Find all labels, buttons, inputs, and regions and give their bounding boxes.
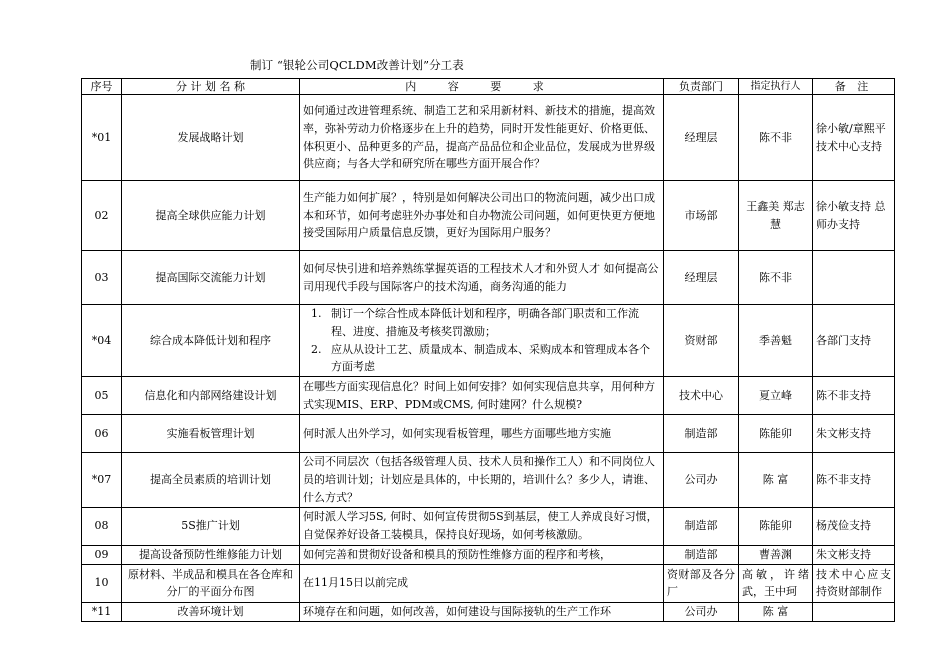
row-seq: 03 [82,251,122,305]
row-plan-name: 改善环境计划 [122,602,300,621]
row-department: 公司办 [664,602,739,621]
row-plan-name: 5S推广计划 [122,507,300,545]
row-content: 何时派人出外学习，如何实现看板管理，哪些方面哪些地方实施 [300,415,664,453]
row-seq: 08 [82,507,122,545]
row-content: 在11月15日以前完成 [300,564,664,602]
row-plan-name: 提高全员素质的培训计划 [122,453,300,507]
header-content: 内 容 要 求 [300,79,664,95]
table-row [82,305,895,377]
content-numbered-list [303,305,660,376]
row-notes: 技术中心应支持资财部制作 [813,564,895,602]
row-executor: 夏立峰 [739,377,813,415]
row-seq: *04 [82,305,122,377]
row-notes: 朱文彬支持 [813,545,895,564]
row-content: 生产能力如何扩展？，特别是如何解决公司出口的物流问题，减少出口成本和环节，如何考虑驻外办事处和自办物流公司问题，如何更快更方便地接受国际用户质量信息反馈，更好为国际用户服务？ [300,181,664,251]
row-notes: 徐小敏/章熙平 技术中心支持 [813,95,895,181]
row-notes: 杨茂俭支持 [813,507,895,545]
table-row [82,377,895,415]
row-seq: 05 [82,377,122,415]
assignment-table [81,78,895,622]
row-department: 技术中心 [664,377,739,415]
row-department: 资财部 [664,305,739,377]
row-plan-name: 综合成本降低计划和程序 [122,305,300,377]
row-department: 经理层 [664,251,739,305]
table-row [82,507,895,545]
row-plan-name: 发展战略计划 [122,95,300,181]
table-row [82,602,895,621]
table-row [82,415,895,453]
table-row [82,181,895,251]
row-executor: 陈 富 [739,453,813,507]
table-row [82,564,895,602]
row-executor: 陈不非 [739,251,813,305]
row-content: 环境存在和问题，如何改善，如何建设与国际接轨的生产工作环 [300,602,664,621]
header-executor: 指定执行人 [739,79,813,95]
row-plan-name: 提高设备预防性维修能力计划 [122,545,300,564]
row-content [300,305,664,377]
row-content: 如何通过改进管理系统、制造工艺和采用新材料、新技术的措施，提高效率，弥补劳动力价格逐步在上升的趋势，同时开发性能更好、价格更低、体积更小、品种更多的产品，提高产品品位和企业品位，发展成为世界级供应商；与各大学和研究所在哪些方面开展合作？ [300,95,664,181]
row-department: 制造部 [664,507,739,545]
row-executor: 王鑫美 郑志慧 [739,181,813,251]
row-content: 公司不同层次（包括各级管理人员、技术人员和操作工人）和不同岗位人员的培训计划；计划应是具体的，中长期的，培训什么？多少人，请谁、什么方式？ [300,453,664,507]
table-row [82,95,895,181]
row-notes: 徐小敏支持 总师办支持 [813,181,895,251]
list-item: 2. 应从从设计工艺、质量成本、制造成本、采购成本和管理成本各个方面考虑 [325,341,660,377]
row-plan-name: 提高国际交流能力计划 [122,251,300,305]
row-notes: 陈不非支持 [813,453,895,507]
row-notes [813,251,895,305]
row-plan-name: 提高全球供应能力计划 [122,181,300,251]
row-executor: 高敏，许绪武，王中珂 [739,564,813,602]
row-notes [813,602,895,621]
header-notes: 备 注 [813,79,895,95]
row-notes: 朱文彬支持 [813,415,895,453]
row-executor: 陈能卯 [739,507,813,545]
row-seq: 06 [82,415,122,453]
row-plan-name: 信息化和内部网络建设计划 [122,377,300,415]
row-department: 制造部 [664,545,739,564]
row-department: 资财部及各分厂 [664,564,739,602]
row-seq: 02 [82,181,122,251]
row-department: 制造部 [664,415,739,453]
row-executor: 陈能卯 [739,415,813,453]
row-notes: 陈不非支持 [813,377,895,415]
row-seq: 10 [82,564,122,602]
row-plan-name: 实施看板管理计划 [122,415,300,453]
row-content: 如何尽快引进和培养熟练掌握英语的工程技术人才和外贸人才 如何提高公司用现代手段与国际客户的技术沟通，商务沟通的能力 [300,251,664,305]
row-seq: 09 [82,545,122,564]
row-department: 市场部 [664,181,739,251]
table-header-row [82,79,895,95]
row-seq: *11 [82,602,122,621]
row-plan-name: 原材料、半成品和模具在各仓库和分厂的平面分布图 [122,564,300,602]
row-content: 在哪些方面实现信息化？时间上如何安排？如何实现信息共享，用何种方式实现MIS、ERP、PDM或CMS, 何时建网？什么规模? [300,377,664,415]
row-seq: *01 [82,95,122,181]
row-executor: 季善魁 [739,305,813,377]
row-content: 何时派人学习5S, 何时、如何宣传贯彻5S到基层，使工人养成良好习惯，自觉保养好设备工装模具，保持良好现场，如何考核激励。 [300,507,664,545]
row-department: 经理层 [664,95,739,181]
table-row [82,545,895,564]
row-department: 公司办 [664,453,739,507]
row-executor: 曹善渊 [739,545,813,564]
header-plan-name: 分 计 划 名 称 [122,79,300,95]
row-notes: 各部门支持 [813,305,895,377]
document-title: 制订 “银轮公司QCLDM改善计划”分工表 [250,58,464,72]
row-content: 如何完善和贯彻好设备和模具的预防性维修方面的程序和考核， [300,545,664,564]
list-item: 1. 制订一个综合性成本降低计划和程序，明确各部门职责和工作流程、进度、措施及考核奖罚激励； [325,305,660,341]
row-executor: 陈不非 [739,95,813,181]
header-department: 负责部门 [664,79,739,95]
header-seq: 序号 [82,79,122,95]
table-row [82,453,895,507]
row-seq: *07 [82,453,122,507]
table-row [82,251,895,305]
row-executor: 陈 富 [739,602,813,621]
